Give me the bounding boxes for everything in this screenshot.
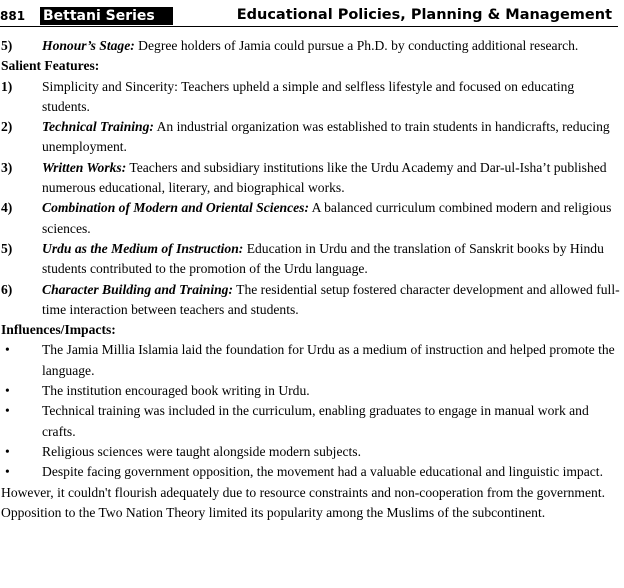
- item-text: Teachers and subsidiary institutions like the Urdu Academy and Dar-ul-Isha’t published numerous educational, literary, and biographical works.: [42, 159, 607, 196]
- item-term: Honour’s Stage:: [42, 38, 135, 53]
- item-marker: 5): [1, 240, 13, 256]
- item-text: Simplicity and Sincerity: Teachers upheld a simple and selfless lifestyle and focused on educating students.: [42, 78, 575, 114]
- page-number: 881: [0, 9, 26, 23]
- bullet-icon: •: [5, 464, 10, 480]
- item-marker: 5): [1, 38, 13, 53]
- feature-item: [1, 117, 621, 158]
- item-text: Religious sciences were taught alongside modern subjects.: [42, 443, 361, 459]
- item-term: Combination of Modern and Oriental Sciences:: [42, 200, 309, 216]
- item-marker: 1): [1, 78, 13, 94]
- influence-item: [1, 442, 621, 462]
- bullet-icon: •: [5, 383, 10, 399]
- item-text: A balanced curriculum combined modern and religious sciences.: [42, 200, 612, 236]
- conclusion-paragraph: However, it couldn't flourish adequately due to resource constraints and non-cooperation from the government. Opposition to the Two Nation Theory limited its popularity among the Muslims of the subcontinent.: [1, 484, 605, 520]
- feature-item: [1, 77, 621, 118]
- feature-item: [1, 239, 621, 280]
- item-text: Degree holders of Jamia could pursue a Ph.D. by conducting additional research.: [134, 38, 579, 53]
- influences-heading: Influences/Impacts:: [1, 322, 116, 338]
- item-text: The Jamia Millia Islamia laid the foundation for Urdu as a medium of instruction and helped promote the language.: [42, 342, 615, 378]
- item-term: Urdu as the Medium of Instruction:: [42, 240, 244, 256]
- item-text: Despite facing government opposition, the movement had a valuable educational and linguistic impact.: [42, 464, 603, 480]
- item-marker: 2): [1, 119, 13, 135]
- feature-item: [1, 158, 621, 199]
- bullet-icon: •: [5, 443, 10, 459]
- page-header: [0, 6, 618, 27]
- item-text: Technical training was included in the curriculum, enabling graduates to engage in manual work and crafts.: [42, 403, 589, 439]
- item-marker: 6): [1, 281, 13, 297]
- item-term: Technical Training:: [42, 119, 154, 135]
- item-text: Education in Urdu and the translation of Sanskrit books by Hindu students contributed to the promotion of the Urdu language.: [42, 240, 604, 277]
- bullet-icon: •: [5, 403, 10, 419]
- bullet-icon: •: [5, 342, 10, 358]
- influence-item: [1, 462, 621, 482]
- item-text: An industrial organization was established to train students in handicrafts, reducing unemployment.: [42, 119, 610, 155]
- influence-item: [1, 381, 621, 401]
- page-content: [1, 36, 621, 523]
- item-term: Character Building and Training:: [42, 281, 233, 297]
- item-term: Written Works:: [42, 159, 127, 175]
- feature-item: [1, 198, 621, 239]
- series-label: Bettani Series: [40, 7, 173, 25]
- influence-item: [1, 340, 621, 381]
- item-text: The residential setup fostered character development and allowed full-time interaction between teachers and students.: [42, 281, 620, 317]
- stage-item: [1, 36, 621, 56]
- header-title: Educational Policies, Planning & Management: [236, 7, 612, 23]
- feature-item: [1, 280, 621, 321]
- item-marker: 3): [1, 159, 13, 175]
- item-text: The institution encouraged book writing in Urdu.: [42, 383, 310, 399]
- salient-features-heading: Salient Features:: [1, 58, 100, 74]
- influence-item: [1, 401, 621, 442]
- item-marker: 4): [1, 200, 13, 216]
